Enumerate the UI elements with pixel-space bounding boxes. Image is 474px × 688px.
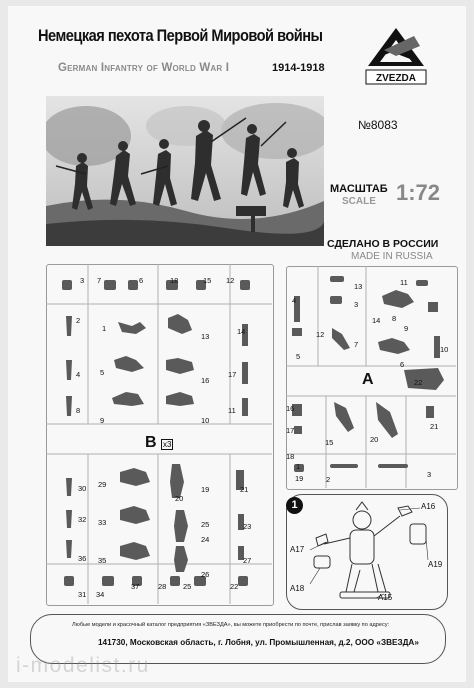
callout-a16: A16 <box>421 502 436 511</box>
sprue-a-part-number: 13 <box>354 282 363 291</box>
footer-catalog-text: Любые модели и красочный каталог предприятия «ЗВЕЗДА», вы можете приобрести по почте, прислав заявку по адресу: <box>72 622 390 628</box>
sprue-a-part-number: 7 <box>354 340 359 349</box>
sprue-b-part-number: 26 <box>201 570 210 579</box>
catalog-number: №8083 <box>358 118 398 132</box>
sprue-b-part-number: 21 <box>240 485 249 494</box>
sprue-a-part-number: 12 <box>316 330 325 339</box>
sprue-b-part-number: 37 <box>131 582 140 591</box>
sprue-b-part-number: 2 <box>76 316 81 325</box>
box-art-illustration <box>46 96 324 246</box>
sprue-b-part-number: 25 <box>183 582 192 591</box>
sprue-b-part-number: 18 <box>170 276 179 285</box>
title-english: German Infantry of World War I <box>58 62 230 74</box>
sprue-b-part-number: 33 <box>98 518 107 527</box>
sprue-b-part-number: 10 <box>201 416 210 425</box>
sprue-b-part-number: 35 <box>98 556 107 565</box>
sprue-b-part-number: 32 <box>78 515 87 524</box>
sprue-b-part-number: 3 <box>80 276 85 285</box>
scale-label-en: SCALE <box>342 196 376 207</box>
sprue-b-part-number: 25 <box>201 520 210 529</box>
sprue-a-part-number: 10 <box>440 345 449 354</box>
sprue-a-part-number: 16 <box>286 404 295 413</box>
brand-text: ZVEZDA <box>376 73 416 84</box>
sprue-b-part-number: 5 <box>100 368 105 377</box>
sprue-a-part-number: 17 <box>286 426 295 435</box>
sprue-b-part-number: 29 <box>98 480 107 489</box>
sprue-b-grid <box>46 264 272 604</box>
sprue-a-part-number: 8 <box>392 314 397 323</box>
zvezda-logo-icon <box>362 22 430 88</box>
sprue-b-part-number: 28 <box>158 582 167 591</box>
sprue-b-part-number: 22 <box>230 582 239 591</box>
assembly-diagram <box>300 498 443 606</box>
made-in-russia-en: MADE IN RUSSIA <box>351 251 433 262</box>
sprue-b-part-number: 27 <box>243 556 252 565</box>
sprue-b-part-number: 1 <box>102 324 107 333</box>
made-in-russia-ru: СДЕЛАНО В РОССИИ <box>327 238 439 250</box>
sprue-b-part-number: 8 <box>76 406 81 415</box>
callout-a19: A19 <box>428 560 443 569</box>
callout-a15: A15 <box>378 593 393 602</box>
sprue-a-part-number: 15 <box>325 438 334 447</box>
sprue-b-part-number: 6 <box>139 276 144 285</box>
sprue-a-part-number: 14 <box>372 316 381 325</box>
title-russian: Немецкая пехота Первой Мировой войны <box>38 26 323 45</box>
sprue-b-part-number: 11 <box>228 406 236 415</box>
sprue-b-part-number: 19 <box>201 485 210 494</box>
sprue-b-part-number: 34 <box>96 590 105 599</box>
callout-a18: A18 <box>290 584 305 593</box>
sprue-a-part-number: 19 <box>295 474 304 483</box>
sprue-b-part-number: 20 <box>175 494 184 503</box>
sprue-b-part-number: 30 <box>78 484 87 493</box>
sprue-a-part-number: 5 <box>296 352 301 361</box>
sprue-b-part-number: 17 <box>228 370 237 379</box>
sprue-b-part-number: 13 <box>201 332 210 341</box>
sprue-b-part-number: 31 <box>78 590 87 599</box>
sprue-a-part-number: 9 <box>404 324 409 333</box>
sprue-b-part-number: 12 <box>226 276 235 285</box>
sprue-a-part-number: 11 <box>400 278 408 287</box>
sprue-a-grid <box>286 266 456 488</box>
sprue-b-part-number: 16 <box>201 376 210 385</box>
sprue-b-part-number: 4 <box>76 370 81 379</box>
sprue-a-part-number: 22 <box>414 378 423 387</box>
sprue-b-label: B <box>145 434 157 451</box>
footer-address: 141730, Московская область, г. Лобня, ул. Промышленная, д.2, ООО «ЗВЕЗДА» <box>98 638 419 647</box>
sprue-b-multiplier: x3 <box>163 440 172 449</box>
sprue-a-label: A <box>362 371 374 388</box>
sprue-b-part-number: 24 <box>201 535 210 544</box>
sprue-b-part-number: 9 <box>100 416 105 425</box>
sprue-b-part-number: 36 <box>78 554 87 563</box>
watermark-text: i-modelist.ru <box>16 654 150 677</box>
callout-a17: A17 <box>290 545 305 554</box>
sprue-b-part-number: 15 <box>203 276 212 285</box>
scale-label-ru: МАСШТАБ <box>330 183 388 195</box>
years-label: 1914-1918 <box>272 62 325 74</box>
sprue-a-part-number: 20 <box>370 435 379 444</box>
sprue-a-part-number: 6 <box>400 360 405 369</box>
sprue-a-part-number: 18 <box>286 452 295 461</box>
sprue-a-part-number: 21 <box>430 422 439 431</box>
step-number: 1 <box>286 497 303 514</box>
sprue-a-part-number: 2 <box>326 475 331 484</box>
sprue-b-part-number: 23 <box>243 522 252 531</box>
sprue-a-part-number: 4 <box>292 296 297 305</box>
sprue-a-part-number: 1 <box>296 462 301 471</box>
scale-value: 1:72 <box>396 180 441 205</box>
sprue-a-part-number: 3 <box>427 470 432 479</box>
sprue-a-part-number: 3 <box>354 300 359 309</box>
sprue-b-part-number: 14 <box>237 327 246 336</box>
sprue-b-part-number: 7 <box>97 276 102 285</box>
